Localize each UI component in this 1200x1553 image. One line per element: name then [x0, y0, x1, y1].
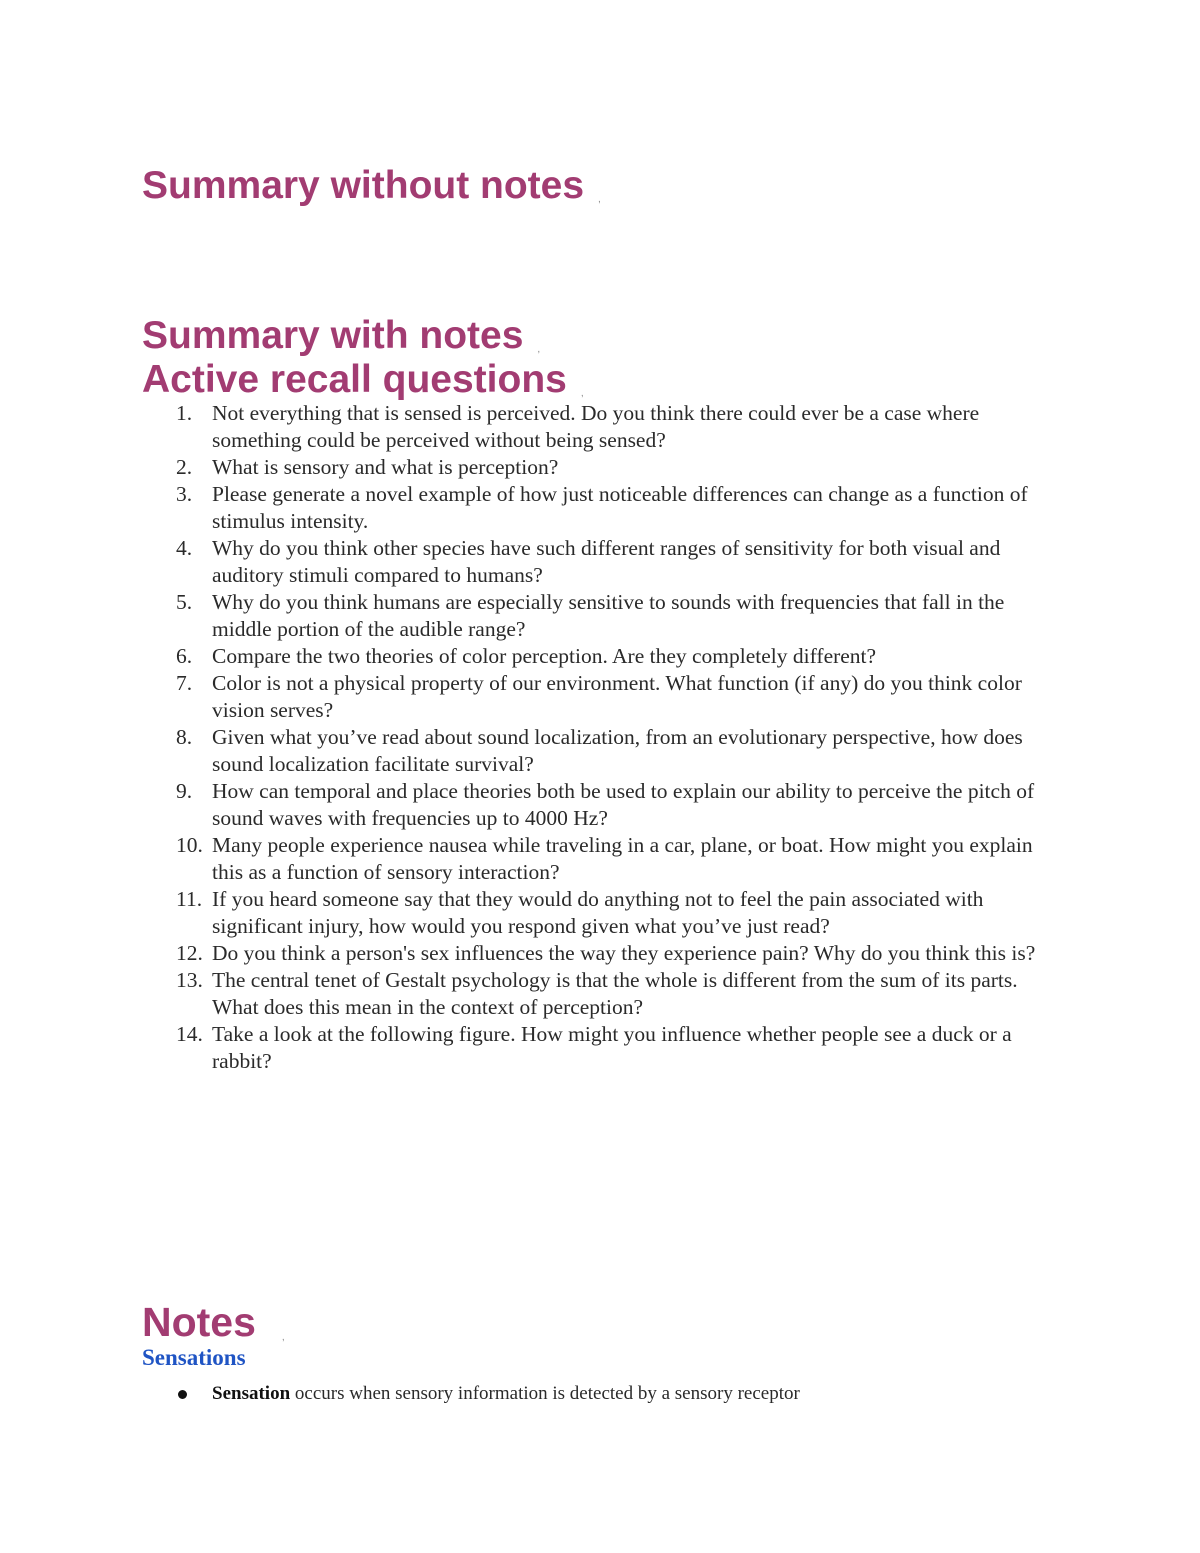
paragraph-mark: , [537, 344, 541, 355]
bullet-icon [178, 1390, 187, 1399]
paragraph-mark: , [598, 194, 601, 205]
question-text: How can temporal and place theories both be used to explain our ability to perceive the pitch of sound waves with frequencies up to 4000 Hz? [212, 779, 1035, 830]
question-item [0, 832, 1057, 886]
question-number: 7. [176, 671, 193, 695]
question-number: 3. [176, 482, 193, 506]
heading-summary-without-notes [142, 166, 601, 205]
question-item [0, 454, 1057, 481]
paragraph-mark: , [580, 388, 584, 399]
heading-text: Summary without notes [142, 164, 585, 207]
question-number: 6. [176, 644, 193, 668]
question-item [0, 886, 1057, 940]
question-text: Why do you think other species have such different ranges of sensitivity for both visual and auditory stimuli compared to humans? [212, 536, 1001, 587]
question-text: Given what you’ve read about sound localization, from an evolutionary perspective, how does sound localization facilitate survival? [212, 725, 1023, 776]
question-item [0, 778, 1057, 832]
heading-text: Summary with notes [142, 314, 524, 357]
heading-summary-with-notes [142, 316, 540, 355]
question-number: 8. [176, 725, 193, 749]
question-item [0, 643, 1057, 670]
question-text: The central tenet of Gestalt psychology is that the whole is different from the sum of its parts. What does this mean in the context of perception? [212, 968, 1018, 1019]
question-item [0, 1021, 1057, 1075]
question-number: 4. [176, 536, 193, 560]
heading-active-recall-questions [142, 360, 584, 399]
question-number: 11. [176, 887, 203, 911]
bullet-term: Sensation [212, 1383, 291, 1404]
question-text: Not everything that is sensed is perceived. Do you think there could ever be a case where something could be perceived without being sensed? [212, 401, 980, 452]
question-text: Why do you think humans are especially sensitive to sounds with frequencies that fall in the middle portion of the audible range? [212, 590, 1005, 641]
question-text: Color is not a physical property of our environment. What function (if any) do you think color vision serves? [212, 671, 1022, 722]
notes-bullet-list [0, 1381, 800, 1407]
question-number: 12. [176, 941, 203, 965]
question-item [0, 967, 1057, 1021]
question-text: Compare the two theories of color perception. Are they completely different? [212, 644, 877, 668]
question-number: 2. [176, 455, 193, 479]
question-item [0, 670, 1057, 724]
question-number: 10. [176, 833, 203, 857]
question-item [0, 400, 1057, 454]
bullet-text: occurs when sensory information is detected by a sensory receptor [290, 1383, 800, 1404]
question-number: 13. [176, 968, 203, 992]
heading-text: Notes [142, 1299, 256, 1345]
question-text: Take a look at the following figure. How might you influence whether people see a duck or a rabbit? [212, 1022, 1012, 1073]
question-item [0, 940, 1057, 967]
active-recall-question-list [0, 400, 1057, 1075]
heading-notes [142, 1299, 285, 1345]
question-item [0, 535, 1057, 589]
question-text: What is sensory and what is perception? [212, 455, 559, 479]
heading-text: Active recall questions [142, 358, 567, 401]
question-number: 9. [176, 779, 193, 803]
question-number: 1. [176, 401, 193, 425]
question-text: Please generate a novel example of how just noticeable differences can change as a function of stimulus intensity. [212, 482, 1028, 533]
question-number: 5. [176, 590, 193, 614]
question-item [0, 724, 1057, 778]
question-text: If you heard someone say that they would do anything not to feel the pain associated with significant injury, how would you respond given what you’ve just read? [212, 887, 984, 938]
question-item [0, 589, 1057, 643]
question-text: Many people experience nausea while traveling in a car, plane, or boat. How might you explain this as a function of sensory interaction? [212, 833, 1033, 884]
list-item [0, 1381, 800, 1407]
question-item [0, 481, 1057, 535]
paragraph-mark: , [281, 1332, 285, 1343]
subheading-sensations: Sensations [142, 1345, 246, 1370]
question-text: Do you think a person's sex influences the way they experience pain? Why do you think this is? [212, 941, 1036, 965]
question-number: 14. [176, 1022, 203, 1046]
